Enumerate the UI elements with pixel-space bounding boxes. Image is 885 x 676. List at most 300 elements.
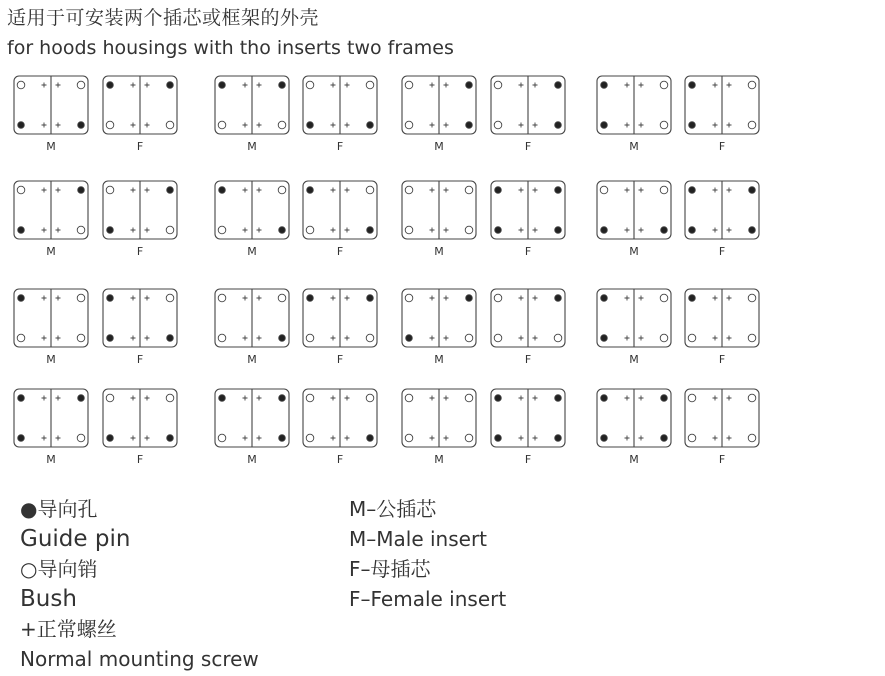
screw-marker [625,123,630,128]
guide-pin-marker [279,82,286,89]
screw-marker [56,436,61,441]
guide-pin-marker [495,187,502,194]
female-label: F [336,140,344,153]
screw-marker [56,83,61,88]
female-label: F [336,353,344,366]
guide-pin-marker [689,295,696,302]
guide-pin-marker [18,227,25,234]
frame-diagram [597,181,671,258]
guide-pin-marker [279,395,286,402]
male-label: M [247,453,257,466]
screw-marker [257,336,262,341]
title-chinese: 适用于可安装两个插芯或框架的外壳 [7,7,320,29]
screw-marker [243,336,248,341]
screw-marker [331,123,336,128]
guide-pin-marker [495,227,502,234]
guide-pin-marker [661,395,668,402]
screw-marker [243,188,248,193]
legend-bush-en: Bush [20,586,77,612]
frame-diagram [14,289,88,366]
bush-marker [306,81,314,89]
frame-diagram [215,389,289,466]
guide-pin-marker [601,435,608,442]
frame-diagram [303,76,377,153]
screw-marker [243,436,248,441]
legend-bush-cn: ○导向销 [20,557,98,581]
guide-pin-marker [167,335,174,342]
screw-marker [131,436,136,441]
screw-marker [727,188,732,193]
frame-diagram [491,289,565,366]
screw-marker [131,123,136,128]
male-label: M [247,353,257,366]
bush-marker [465,226,473,234]
screw-marker [331,83,336,88]
guide-pin-marker [661,435,668,442]
screw-marker [444,188,449,193]
frame-diagram [402,76,476,153]
screw-marker [727,336,732,341]
legend-male-cn: M–公插芯 [349,497,437,521]
bush-marker [366,394,374,402]
screw-marker [131,336,136,341]
screw-marker [257,123,262,128]
screw-marker [639,83,644,88]
screw-marker [42,123,47,128]
title-english: for hoods housings with tho inserts two frames [7,37,454,59]
male-label: M [629,353,639,366]
screw-marker [639,296,644,301]
guide-pin-marker [219,187,226,194]
bush-marker [366,81,374,89]
screw-marker [519,336,524,341]
screw-marker [42,296,47,301]
frame-diagram [491,181,565,258]
screw-marker [345,188,350,193]
bush-marker [660,294,668,302]
screw-marker [257,436,262,441]
screw-marker [444,83,449,88]
bush-marker [405,294,413,302]
legend-guide-pin-cn: ●导向孔 [20,497,98,521]
screw-marker [430,296,435,301]
bush-marker [494,334,502,342]
guide-pin-marker [279,335,286,342]
screw-marker [145,436,150,441]
guide-pin-marker [107,82,114,89]
bush-marker [660,334,668,342]
screw-marker [430,123,435,128]
bush-marker [218,121,226,129]
frame-diagram [103,181,177,258]
guide-pin-marker [18,295,25,302]
bush-marker [106,121,114,129]
guide-pin-marker [495,395,502,402]
bush-marker [494,81,502,89]
frame-diagram [402,389,476,466]
female-label: F [524,353,532,366]
male-label: M [629,140,639,153]
bush-marker [660,81,668,89]
screw-marker [331,188,336,193]
guide-pin-marker [601,227,608,234]
bush-marker [278,294,286,302]
male-label: M [629,245,639,258]
screw-marker [345,436,350,441]
screw-marker [42,188,47,193]
legend-symbols [20,494,259,674]
bush-marker [405,434,413,442]
frame-diagram [491,76,565,153]
bush-marker [278,121,286,129]
guide-pin-marker [601,295,608,302]
screw-marker [145,396,150,401]
screw-marker [533,296,538,301]
frame-diagram [14,389,88,466]
guide-pin-marker [307,187,314,194]
screw-marker [639,188,644,193]
guide-pin-marker [555,227,562,234]
screw-marker [257,83,262,88]
bush-marker [17,334,25,342]
screw-marker [639,436,644,441]
screw-marker [713,188,718,193]
bush-marker [218,434,226,442]
female-label: F [718,453,726,466]
screw-marker [444,336,449,341]
male-label: M [434,453,444,466]
screw-marker [131,188,136,193]
frame-diagram [215,289,289,366]
screw-marker [42,396,47,401]
guide-pin-marker [78,187,85,194]
screw-marker [56,296,61,301]
bush-marker [748,394,756,402]
frame-diagram [103,289,177,366]
guide-pin-marker [367,227,374,234]
bush-marker [218,226,226,234]
male-label: M [434,140,444,153]
screw-marker [625,188,630,193]
screw-marker [713,83,718,88]
screw-marker [533,123,538,128]
bush-marker [748,81,756,89]
guide-pin-marker [555,122,562,129]
screw-marker [533,436,538,441]
screw-marker [145,188,150,193]
screw-marker [345,83,350,88]
screw-marker [331,336,336,341]
screw-marker [713,396,718,401]
screw-marker [42,83,47,88]
screw-marker [444,296,449,301]
female-label: F [136,453,144,466]
screw-marker [713,123,718,128]
screw-marker [42,228,47,233]
guide-pin-marker [78,395,85,402]
male-label: M [247,140,257,153]
bush-marker [106,394,114,402]
male-label: M [46,245,56,258]
male-label: M [46,453,56,466]
screw-marker [56,336,61,341]
guide-pin-marker [167,435,174,442]
guide-pin-marker [601,122,608,129]
guide-pin-marker [219,395,226,402]
guide-pin-marker [18,435,25,442]
screw-marker [131,228,136,233]
bush-marker [77,294,85,302]
male-label: M [629,453,639,466]
screw-marker [243,123,248,128]
screw-marker [42,436,47,441]
screw-marker [131,83,136,88]
male-label: M [434,353,444,366]
screw-marker [444,436,449,441]
female-label: F [524,140,532,153]
screw-marker [727,83,732,88]
frame-diagram [303,389,377,466]
frame-diagram [215,76,289,153]
screw-marker [625,296,630,301]
female-label: F [136,245,144,258]
frame-diagram [597,289,671,366]
frame-diagram [14,181,88,258]
screw-marker [345,396,350,401]
bush-marker [166,394,174,402]
screw-marker [519,188,524,193]
female-label: F [136,140,144,153]
screw-marker [519,436,524,441]
screw-marker [430,436,435,441]
screw-marker [430,83,435,88]
female-label: F [718,353,726,366]
screw-marker [625,83,630,88]
screw-marker [243,296,248,301]
guide-pin-marker [367,435,374,442]
frame-diagram [685,389,759,466]
guide-pin-marker [107,227,114,234]
screw-marker [145,228,150,233]
male-label: M [46,353,56,366]
screw-marker [56,123,61,128]
bush-marker [688,434,696,442]
bush-marker [688,334,696,342]
screw-marker [533,83,538,88]
guide-pin-marker [18,122,25,129]
male-label: M [46,140,56,153]
screw-marker [519,123,524,128]
screw-marker [257,228,262,233]
guide-pin-marker [367,295,374,302]
screw-marker [131,396,136,401]
screw-marker [243,228,248,233]
guide-pin-marker [601,335,608,342]
frame-diagram [303,181,377,258]
bush-marker [600,186,608,194]
female-label: F [718,140,726,153]
guide-pin-marker [18,395,25,402]
screw-marker [257,396,262,401]
bush-marker [465,434,473,442]
screw-marker [639,336,644,341]
bush-marker [554,334,562,342]
bush-marker [405,81,413,89]
screw-marker [331,436,336,441]
screw-marker [145,296,150,301]
frame-diagram [685,76,759,153]
bush-marker [306,334,314,342]
guide-pin-marker [555,395,562,402]
bush-marker [748,294,756,302]
screw-marker [625,396,630,401]
guide-pin-marker [367,122,374,129]
bush-marker [278,186,286,194]
screw-marker [145,123,150,128]
screw-marker [345,228,350,233]
female-label: F [136,353,144,366]
bush-marker [306,394,314,402]
bush-marker [77,434,85,442]
guide-pin-marker [749,187,756,194]
guide-pin-marker [107,335,114,342]
bush-marker [166,121,174,129]
bush-marker [77,226,85,234]
male-label: M [434,245,444,258]
screw-marker [430,396,435,401]
frame-diagram [215,181,289,258]
screw-marker [257,296,262,301]
bush-marker [218,334,226,342]
screw-marker [713,336,718,341]
guide-pin-marker [555,187,562,194]
guide-pin-marker [167,187,174,194]
guide-pin-marker [279,227,286,234]
screw-marker [519,296,524,301]
legend-female-en: F–Female insert [349,587,507,611]
screw-marker [639,228,644,233]
screw-marker [56,228,61,233]
bush-marker [218,294,226,302]
frame-diagram [402,181,476,258]
screw-marker [444,396,449,401]
bush-marker [748,121,756,129]
bush-marker [166,226,174,234]
legend-female-cn: F–母插芯 [349,557,431,581]
screw-marker [56,396,61,401]
guide-pin-marker [689,227,696,234]
screw-marker [533,228,538,233]
female-label: F [524,245,532,258]
guide-pin-marker [749,227,756,234]
bush-marker [465,394,473,402]
screw-marker [727,396,732,401]
frame-diagram [491,389,565,466]
screw-marker [331,228,336,233]
screw-marker [533,188,538,193]
screw-marker [639,123,644,128]
guide-pin-marker [661,227,668,234]
guide-pin-marker [555,435,562,442]
guide-pin-marker [78,122,85,129]
frame-diagram [14,76,88,153]
guide-pin-marker [107,435,114,442]
guide-pin-marker [601,82,608,89]
screw-marker [625,228,630,233]
screw-marker [430,228,435,233]
screw-marker [727,436,732,441]
bush-marker [660,121,668,129]
screw-marker [639,396,644,401]
bush-marker [17,81,25,89]
frame-diagram [402,289,476,366]
bush-marker [366,334,374,342]
bush-marker [494,294,502,302]
guide-pin-marker [167,82,174,89]
female-label: F [336,245,344,258]
bush-marker [17,186,25,194]
guide-pin-marker [555,295,562,302]
screw-marker [430,336,435,341]
screw-marker [713,436,718,441]
female-label: F [718,245,726,258]
guide-pin-marker [279,435,286,442]
bush-marker [405,226,413,234]
guide-pin-marker [466,82,473,89]
legend-male-en: M–Male insert [349,527,488,551]
screw-marker [345,336,350,341]
screw-marker [713,296,718,301]
screw-marker [145,336,150,341]
bush-marker [494,121,502,129]
bush-marker [465,334,473,342]
screw-marker [519,396,524,401]
legend-insert-types [349,494,506,614]
screw-marker [331,296,336,301]
screw-marker [519,228,524,233]
frame-diagram [103,76,177,153]
screw-marker [727,228,732,233]
bush-marker [77,81,85,89]
screw-marker [625,336,630,341]
guide-pin-marker [466,122,473,129]
screw-marker [519,83,524,88]
screw-marker [625,436,630,441]
bush-marker [166,294,174,302]
screw-marker [430,188,435,193]
bush-marker [405,394,413,402]
frame-diagram [685,289,759,366]
screw-marker [243,396,248,401]
legend-screw-en: Normal mounting screw [20,647,259,671]
screw-marker [145,83,150,88]
female-label: F [524,453,532,466]
bush-marker [660,186,668,194]
screw-marker [56,188,61,193]
legend-screw-cn: +正常螺丝 [20,617,117,641]
bush-marker [77,334,85,342]
male-label: M [247,245,257,258]
screw-marker [42,336,47,341]
guide-pin-marker [219,82,226,89]
bush-marker [405,121,413,129]
screw-marker [345,296,350,301]
bush-marker [748,334,756,342]
bush-marker [306,226,314,234]
guide-pin-marker [689,82,696,89]
screw-marker [444,123,449,128]
screw-marker [713,228,718,233]
